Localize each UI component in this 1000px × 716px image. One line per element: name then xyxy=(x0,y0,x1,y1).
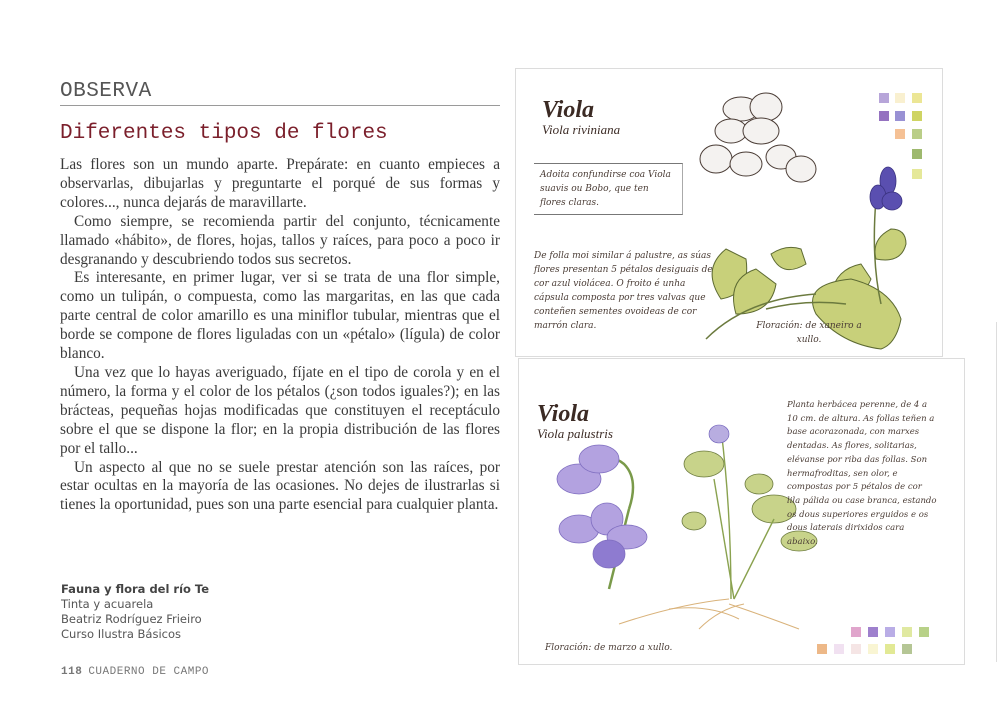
color-swatch xyxy=(879,93,889,103)
paragraph: Un aspecto al que no se suele prestar atención son las raíces, por estar ocultas en la mayoría de las ocasiones. No dejes de ilustrarlas si tienes la oportunidad, pues son una parte esencial para cualquier planta. xyxy=(60,458,500,514)
article-section xyxy=(60,80,500,515)
plate1-flowering: Floración: de xaneiro a xullo. xyxy=(756,321,862,345)
caption-course: Curso Ilustra Básicos xyxy=(61,627,182,641)
plate2-flowering: Floración: de marzo a xullo. xyxy=(545,643,673,653)
paragraph: Una vez que lo hayas averiguado, fíjate en el tipo de corola y en el número, la forma y el color de los pétalos (¿son todos iguales?); en las brácteas, pequeñas hojas modificadas que constituyen el receptáculo sobre el que se dispone la flor; en la propia distribución de las flores por el tallo... xyxy=(60,363,500,457)
caption-title: Fauna y flora del río Te xyxy=(61,582,210,596)
color-swatch xyxy=(868,644,878,654)
color-swatch xyxy=(912,129,922,139)
color-swatch xyxy=(912,149,922,159)
color-swatch xyxy=(885,627,895,637)
color-swatch xyxy=(879,111,889,121)
book-title: CUADERNO DE CAMPO xyxy=(88,666,210,678)
paragraph: Las flores son un mundo aparte. Prepárate: en cuanto empieces a observarlas, dibujarlas y preguntarte el porqué de sus formas y colores..., nunca dejarás de maravillarte. xyxy=(60,156,500,211)
color-swatch xyxy=(851,627,861,637)
color-swatch xyxy=(895,129,905,139)
paragraph: Como siempre, se recomienda partir del conjunto, técnicamente llamado «hábito», de flores, hojas, tallos y raíces, para poco a poco ir desgranando y descubriendo todos sus secretos. xyxy=(60,212,500,268)
color-swatch xyxy=(885,644,895,654)
plate1-genus: Viola xyxy=(542,97,595,123)
color-swatch xyxy=(834,644,844,654)
color-swatch xyxy=(895,111,905,121)
color-swatch xyxy=(902,644,912,654)
color-swatch xyxy=(902,627,912,637)
article-body xyxy=(60,156,500,515)
color-swatch xyxy=(912,111,922,121)
plate2-genus: Viola xyxy=(537,401,590,427)
color-swatch xyxy=(868,627,878,637)
section-kicker: OBSERVA xyxy=(60,80,500,106)
caption-technique: Tinta y acuarela xyxy=(61,597,154,611)
illustration-viola-palustris xyxy=(518,358,965,665)
illustration-caption xyxy=(61,582,209,642)
color-swatch xyxy=(912,93,922,103)
plate1-box-note: Adoita confundirse coa Viola suavis ou Bobo, que ten flores claras. xyxy=(534,163,683,215)
color-swatch xyxy=(895,93,905,103)
plate2-species: Viola palustris xyxy=(537,426,613,441)
color-swatch xyxy=(851,644,861,654)
plate2-note: Planta herbácea perenne, de 4 a 10 cm. de altura. As follas teñen a base acorazonada, con marxes dentadas. As flores, solitarias, elévanse por riba das follas. Son hermafroditas, sen olor, e compostas por 5 pétalos de cor lila pálida ou case branca, estando os dous superiores erguidos e os dous laterais dirixidos cara abaixo. xyxy=(787,400,937,548)
article-title: Diferentes tipos de flores xyxy=(60,122,388,145)
color-swatch xyxy=(912,169,922,179)
illustration-viola-riviniana xyxy=(515,68,943,357)
page-number: 118 xyxy=(61,666,83,678)
plate1-note: De folla moi similar á palustre, as súas flores presentan 5 pétalos desiguais de cor azul violácea. O froito é unha cápsula composta por tres valvas que conteñen sementes ovoideas de cor marrón clara. xyxy=(534,251,713,331)
plate1-species: Viola riviniana xyxy=(542,122,621,137)
page-edge-divider xyxy=(996,322,997,662)
color-swatch xyxy=(817,644,827,654)
caption-author: Beatriz Rodríguez Frieiro xyxy=(61,612,202,626)
color-swatch xyxy=(919,627,929,637)
paragraph: Es interesante, en primer lugar, ver si se trata de una flor simple, como un tulipán, o compuesta, como las margaritas, en las que cada parte central de color amarillo es una miniflor tubular, mientras que el borde se compone de flores liguladas con un «pétalo» (lígula) de color blanco. xyxy=(60,269,500,363)
page-footer xyxy=(61,666,209,678)
